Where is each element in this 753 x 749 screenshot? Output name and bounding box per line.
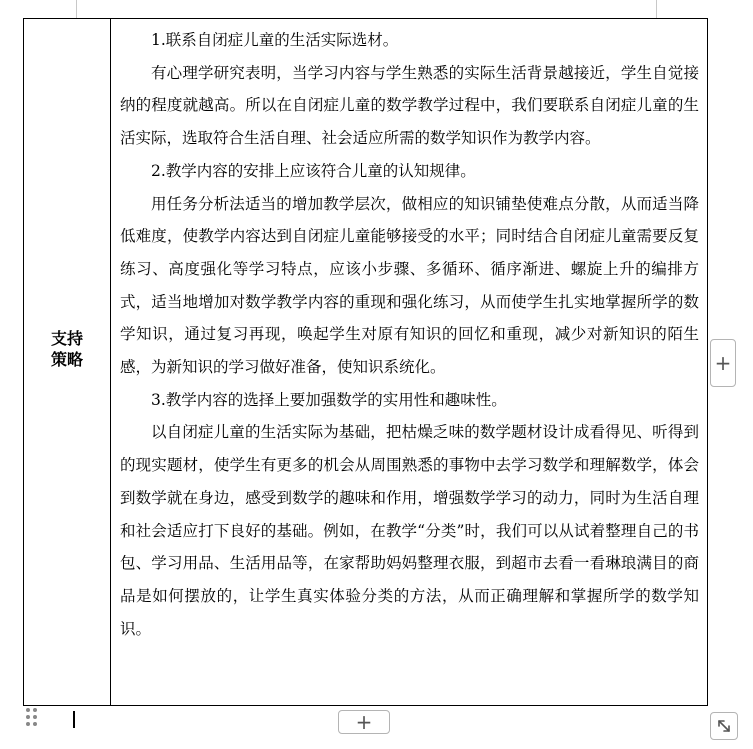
expand-diagonal-icon: [711, 713, 737, 739]
page-margin-guide-left: [76, 0, 77, 18]
paragraph-4: 用任务分析法适当的增加教学层次，做相应的知识铺垫使难点分散，从而适当降低难度，使教学内容达到自闭症儿童能够接受的水平；同时结合自闭症儿童需要反复练习、高度强化等学习特点，应该小步骤、多循环、循序渐进、螺旋上升的编排方式，适当地增加对数学教学内容的重现和强化练习，从而使学生扎实地掌握所学的数学知识，通过复习再现，唤起学生对原有知识的回忆和重现，减少对新知识的陌生感，为新知识的学习做好准备，使知识系统化。: [120, 194, 699, 377]
document-table: [23, 18, 708, 706]
paragraph-5: 3.教学内容的选择上要加强数学的实用性和趣味性。: [151, 390, 507, 409]
resize-table-button[interactable]: [710, 712, 738, 740]
page-margin-guide-right: [656, 0, 657, 18]
label-cell[interactable]: [24, 19, 111, 705]
paragraph-1: 1.联系自闭症儿童的生活实际选材。: [151, 31, 399, 49]
support-strategy-label: 支持策略: [50, 329, 83, 369]
text-cursor: [73, 711, 75, 728]
add-row-button[interactable]: +: [338, 710, 390, 734]
drag-dots-icon[interactable]: [26, 708, 40, 730]
paragraph-2: 有心理学研究表明，当学习内容与学生熟悉的实际生活背景越接近，学生自觉接纳的程度就越高。所以在自闭症儿童的数学教学过程中，我们要联系自闭症儿童的生活实际，选取符合生活自理、社会适应所需的数学知识作为教学内容。: [120, 63, 699, 148]
paragraph-3: 2.教学内容的安排上应该符合儿童的认知规律。: [151, 161, 476, 180]
add-column-button[interactable]: +: [710, 339, 736, 387]
content-cell[interactable]: [112, 19, 707, 645]
paragraph-6: 以自闭症儿童的生活实际为基础，把枯燥乏味的数学题材设计成看得见、听得到的现实题材，使学生有更多的机会从周围熟悉的事物中去学习数学和理解数学，体会到数学就在身边，感受到数学的趣味和作用，增强数学学习的动力，同时为生活自理和社会适应打下良好的基础。例如，在教学“分类”时，我们可以从试着整理自己的书包、学习用品、生活用品等，在家帮助妈妈整理衣服，到超市去看一看琳琅满目的商品是如何摆放的，让学生真实体验分类的方法，从而正确理解和掌握所学的数学知识。: [120, 423, 699, 638]
